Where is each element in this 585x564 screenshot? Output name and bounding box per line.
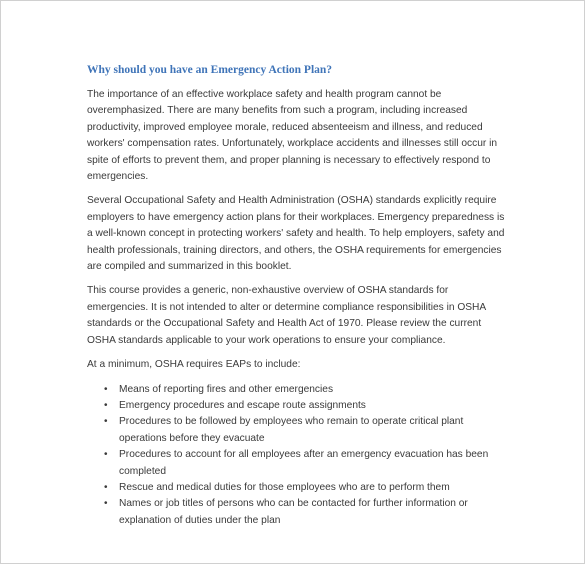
list-item-text: Means of reporting fires and other emergencies: [119, 383, 334, 395]
paragraph-eap-intro: At a minimum, OSHA requires EAPs to include:: [87, 359, 301, 371]
bullet-icon: •: [104, 399, 108, 411]
list-item-text: Names or job titles of persons who can be contacted for further information or explanation of duties under the plan: [119, 498, 468, 526]
bullet-icon: •: [104, 416, 108, 428]
bullet-icon: •: [104, 481, 108, 493]
list-item-text: Rescue and medical duties for those employees who are to perform them: [119, 481, 450, 493]
list-item-text: Emergency procedures and escape route assignments: [119, 399, 366, 411]
paragraph-importance: The importance of an effective workplace safety and health program cannot be overemphasized. There are many benefits from such a program, including increased productivity, improved employee morale, reduced absenteeism and illness, and reduced workers' compensation rates. Unfortunately, workplace accidents and illnesses still occur in spite of efforts to prevent them, and proper planning is necessary to effectively respond to emergencies.: [87, 89, 498, 183]
list-item: [87, 398, 507, 414]
bullet-icon: •: [104, 498, 108, 510]
list-item: [87, 480, 507, 496]
list-item: [87, 496, 507, 529]
document-content: [87, 61, 507, 529]
list-item: [87, 447, 507, 480]
list-item: [87, 382, 507, 398]
section-heading: Why should you have an Emergency Action Plan?: [87, 64, 333, 76]
list-item: [87, 414, 507, 447]
list-item-text: Procedures to account for all employees after an emergency evacuation has been completed: [119, 449, 489, 477]
bullet-icon: •: [104, 383, 108, 395]
paragraph-osha-standards: Several Occupational Safety and Health Administration (OSHA) standards explicitly require employers to have emergency action plans for their workplaces. Emergency preparedness is a well-known concept in protecting workers' safety and health. To help employers, safety and health professionals, training directors, and others, the OSHA requirements for emergencies are compiled and summarized in this booklet.: [87, 195, 505, 273]
eap-requirements-list: [87, 382, 507, 530]
list-item-text: Procedures to be followed by employees who remain to operate critical plant operations before they evacuate: [119, 416, 464, 444]
paragraph-course-overview: This course provides a generic, non-exhaustive overview of OSHA standards for emergencies. It is not intended to alter or determine compliance responsibilities in OSHA standards or the Occupational Safety and Health Act of 1970. Please review the current OSHA standards applicable to your work operations to ensure your compliance.: [87, 285, 486, 346]
bullet-icon: •: [104, 449, 108, 461]
